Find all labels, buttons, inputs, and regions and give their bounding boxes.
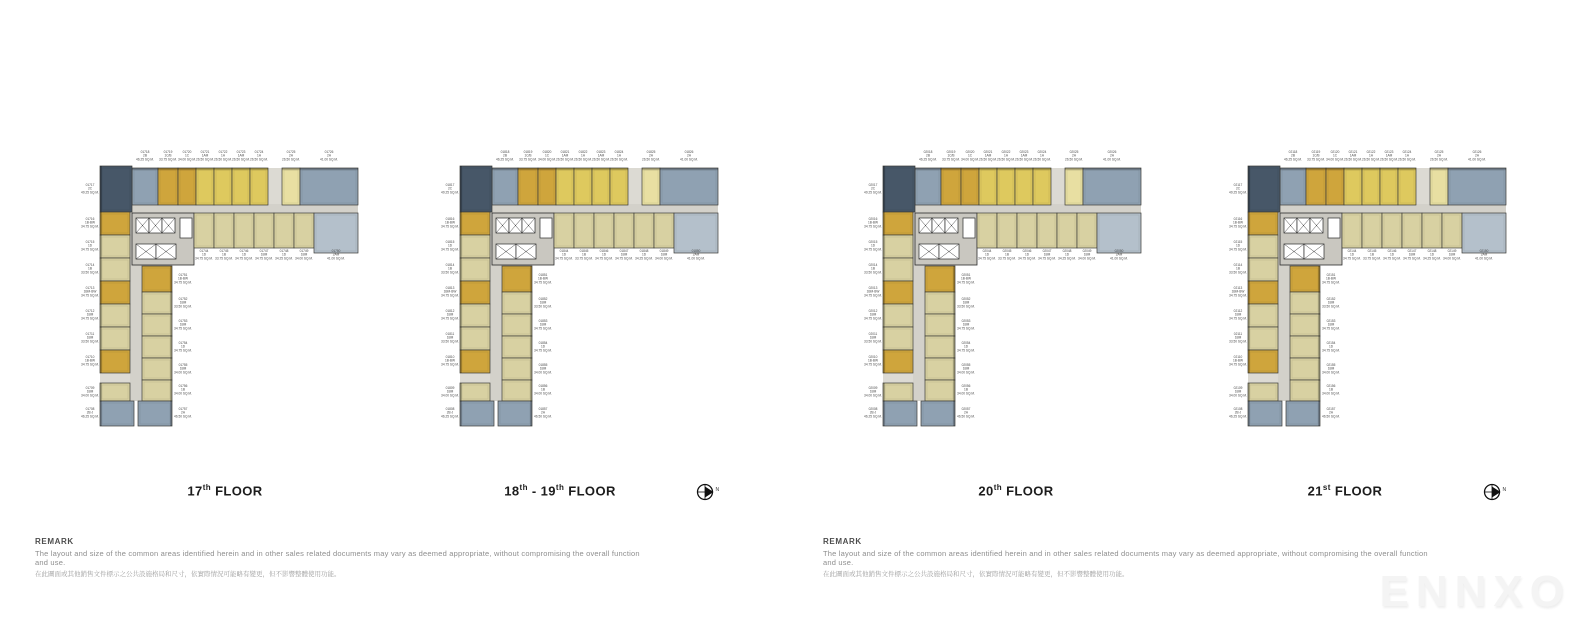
svg-text:021491BM34.00 SQ.M.: 02149 1BM 34.00 SQ.M. (1443, 249, 1461, 261)
svg-text:017471BM34.75 SQ.M.: 01747 1BM 34.75 SQ.M. (255, 249, 273, 261)
svg-text:018491BM34.00 SQ.M.: 01849 1BM 34.00 SQ.M. (655, 249, 673, 261)
floor-label-20 (978, 483, 1053, 498)
svg-text:018182B46.25 SQ.M.: 01818 2B 46.25 SQ.M. (496, 150, 514, 162)
floor-label-segment: FLOOR (1330, 483, 1383, 499)
svg-text:020241A26.50 SQ.M.: 02024 1A 26.50 SQ.M. (1033, 150, 1051, 162)
svg-text:021531BM34.75 SQ.M.: 02153 1BM 34.75 SQ.M. (1322, 319, 1340, 331)
svg-text:020151D34.75 SQ.M.: 02015 1D 34.75 SQ.M. (864, 240, 882, 252)
svg-text:020082B·J46.25 SQ.M.: 02008 2B·J 46.25 SQ.M. (864, 407, 882, 419)
floor-label-segment: st (1322, 483, 1331, 492)
svg-text:020191C/B33.75 SQ.M.: 02019 1C/B 33.75 SQ.M. (942, 150, 960, 162)
svg-text:020481D34.25 SQ.M.: 02048 1D 34.25 SQ.M. (1058, 249, 1076, 261)
floor-label-segment: 21 (1307, 483, 1323, 499)
svg-text:020491BM34.00 SQ.M.: 02049 1BM 34.00 SQ.M. (1078, 249, 1096, 261)
svg-text:021541D34.75 SQ.M.: 02154 1D 34.75 SQ.M. (1322, 341, 1340, 353)
svg-text:020221A26.50 SQ.M.: 02022 1A 26.50 SQ.M. (997, 150, 1015, 162)
svg-text:018551BM34.00 SQ.M.: 01855 1BM 34.00 SQ.M. (534, 363, 552, 375)
svg-text:021551BM34.00 SQ.M.: 02155 1BM 34.00 SQ.M. (1322, 363, 1340, 375)
svg-text:021121BM34.75 SQ.M.: 02112 1BM 34.75 SQ.M. (1229, 309, 1247, 321)
floor-label-18-19 (504, 483, 616, 498)
svg-text:017161B·BW34.75 SQ.M.: 01716 1B·BW 34.75 SQ.M. (81, 217, 99, 229)
floor-label-segment: - 19 (527, 483, 556, 499)
svg-text:020101B·BW34.75 SQ.M.: 02010 1B·BW 34.75 SQ.M. (864, 355, 882, 367)
svg-text:021262A41.00 SQ.M.: 02126 2A 41.00 SQ.M. (1468, 150, 1486, 162)
svg-text:021141B33.50 SQ.M.: 02114 1B 33.50 SQ.M. (1229, 263, 1247, 275)
svg-text:018441D34.75 SQ.M.: 01844 1D 34.75 SQ.M. (555, 249, 573, 261)
svg-text:020111BM33.50 SQ.M.: 02011 1BM 33.50 SQ.M. (864, 332, 882, 344)
svg-text:020471BM34.75 SQ.M.: 02047 1BM 34.75 SQ.M. (1038, 249, 1056, 261)
svg-text:018082B·J46.25 SQ.M.: 01808 2B·J 46.25 SQ.M. (441, 407, 459, 419)
svg-text:020131BM·BW34.75 SQ.M.: 02013 1BM·BW 34.75 SQ.M. (864, 286, 882, 298)
remark-title: REMARK (35, 537, 74, 546)
remark-text-zh: 在此圖面或其他銷售文件標示之公共設施格局和尺寸，依實際情況可能略有變更，但不影響整體使用功能。 (35, 571, 341, 578)
svg-text:018502AM41.00 SQ.M.: 01850 2AM 41.00 SQ.M. (687, 249, 705, 261)
svg-text:018161B·BW34.75 SQ.M.: 01816 1B·BW 34.75 SQ.M. (441, 217, 459, 229)
svg-text:021561B34.00 SQ.M.: 02156 1B 34.00 SQ.M. (1322, 384, 1340, 396)
svg-text:017131BM·BW34.75 SQ.M.: 01713 1BM·BW 34.75 SQ.M. (81, 286, 99, 298)
svg-text:017121BM34.75 SQ.M.: 01712 1BM 34.75 SQ.M. (81, 309, 99, 321)
svg-text:020551BM34.00 SQ.M.: 02055 1BM 34.00 SQ.M. (957, 363, 975, 375)
svg-text:017531BM34.75 SQ.M.: 01753 1BM 34.75 SQ.M. (174, 319, 192, 331)
svg-text:017101B·BW34.75 SQ.M.: 01710 1B·BW 34.75 SQ.M. (81, 355, 99, 367)
svg-text:018572A46.50 SQ.M.: 01857 2A 46.50 SQ.M. (534, 407, 552, 419)
svg-text:017151D34.75 SQ.M.: 01715 1D 34.75 SQ.M. (81, 240, 99, 252)
svg-text:018141B33.50 SQ.M.: 01814 1B 33.50 SQ.M. (441, 263, 459, 275)
remark-block (823, 537, 1433, 578)
svg-text:020182B46.25 SQ.M.: 02018 2B 46.25 SQ.M. (919, 150, 937, 162)
svg-text:018541D34.75 SQ.M.: 01854 1D 34.75 SQ.M. (534, 341, 552, 353)
remark-title: REMARK (823, 537, 862, 546)
svg-text:017141B33.50 SQ.M.: 01714 1B 33.50 SQ.M. (81, 263, 99, 275)
floor-label-segment: FLOOR (1002, 483, 1054, 499)
svg-text:017182B46.25 SQ.M.: 01718 2B 46.25 SQ.M. (136, 150, 154, 162)
svg-text:020441D34.75 SQ.M.: 02044 1D 34.75 SQ.M. (978, 249, 996, 261)
svg-text:020252A26.50 SQ.M.: 02025 2A 26.50 SQ.M. (1065, 150, 1083, 162)
svg-text:021131BM·BW34.75 SQ.M.: 02113 1BM·BW 34.75 SQ.M. (1229, 286, 1247, 298)
svg-text:018221A26.50 SQ.M.: 01822 1A 26.50 SQ.M. (574, 150, 592, 162)
floor-plan-17 (80, 148, 372, 428)
svg-text:017441D34.75 SQ.M.: 01744 1D 34.75 SQ.M. (195, 249, 213, 261)
svg-text:018091BM34.00 SQ.M.: 01809 1BM 34.00 SQ.M. (441, 386, 459, 398)
svg-text:020541D34.75 SQ.M.: 02054 1D 34.75 SQ.M. (957, 341, 975, 353)
remark-text-zh: 在此圖面或其他銷售文件標示之公共設施格局和尺寸，依實際情況可能略有變更，但不影響整體使用功能。 (823, 571, 1129, 578)
svg-text:021471BM34.75 SQ.M.: 02147 1BM 34.75 SQ.M. (1403, 249, 1421, 261)
svg-text:020511B·BW34.75 SQ.M.: 02051 1B·BW 34.75 SQ.M. (957, 273, 975, 285)
svg-text:018511B·BW34.75 SQ.M.: 01851 1B·BW 34.75 SQ.M. (534, 273, 552, 285)
svg-text:020211AM26.50 SQ.M.: 02021 1AM 26.50 SQ.M. (979, 150, 997, 162)
svg-text:018521BM33.50 SQ.M.: 01852 1BM 33.50 SQ.M. (534, 297, 552, 309)
svg-text:020121BM34.75 SQ.M.: 02012 1BM 34.75 SQ.M. (864, 309, 882, 321)
svg-text:021451B33.75 SQ.M.: 02145 1B 33.75 SQ.M. (1363, 249, 1381, 261)
svg-text:018211AM26.50 SQ.M.: 01821 1AM 26.50 SQ.M. (556, 150, 574, 162)
svg-text:018481D34.25 SQ.M.: 01848 1D 34.25 SQ.M. (635, 249, 653, 261)
svg-text:021221A26.50 SQ.M.: 02122 1A 26.50 SQ.M. (1362, 150, 1380, 162)
svg-text:021091BM34.00 SQ.M.: 02109 1BM 34.00 SQ.M. (1229, 386, 1247, 398)
svg-text:017252A26.50 SQ.M.: 01725 2A 26.50 SQ.M. (282, 150, 300, 162)
svg-text:021191C/B33.75 SQ.M.: 02119 1C/B 33.75 SQ.M. (1307, 150, 1325, 162)
svg-text:018101B·BW34.75 SQ.M.: 01810 1B·BW 34.75 SQ.M. (441, 355, 459, 367)
floor-plan-21 (1228, 148, 1520, 428)
svg-text:018241A26.50 SQ.M.: 01824 1A 26.50 SQ.M. (610, 150, 628, 162)
svg-text:017541D34.75 SQ.M.: 01754 1D 34.75 SQ.M. (174, 341, 192, 353)
svg-text:018531BM34.75 SQ.M.: 01853 1BM 34.75 SQ.M. (534, 319, 552, 331)
svg-text:017502AM41.00 SQ.M.: 01750 2AM 41.00 SQ.M. (327, 249, 345, 261)
svg-text:021231AM26.50 SQ.M.: 02123 1AM 26.50 SQ.M. (1380, 150, 1398, 162)
floor-label-segment: 20 (978, 483, 994, 499)
svg-text:017451B33.75 SQ.M.: 01745 1B 33.75 SQ.M. (215, 249, 233, 261)
svg-text:017111BM33.50 SQ.M.: 01711 1BM 33.50 SQ.M. (81, 332, 99, 344)
svg-text:020451B33.75 SQ.M.: 02045 1B 33.75 SQ.M. (998, 249, 1016, 261)
svg-text:017191C/B33.75 SQ.M.: 01719 1C/B 33.75 SQ.M. (159, 150, 177, 162)
remark-block (35, 537, 645, 578)
svg-text:020091BM34.00 SQ.M.: 02009 1BM 34.00 SQ.M. (864, 386, 882, 398)
svg-text:020561B34.00 SQ.M.: 02056 1B 34.00 SQ.M. (957, 384, 975, 396)
floor-label-segment: th (202, 483, 212, 492)
svg-text:020531BM34.75 SQ.M.: 02053 1BM 34.75 SQ.M. (957, 319, 975, 331)
svg-text:020201C34.00 SQ.M.: 02020 1C 34.00 SQ.M. (961, 150, 979, 162)
svg-text:021461D34.75 SQ.M.: 02146 1D 34.75 SQ.M. (1383, 249, 1401, 261)
svg-text:017511B·BW34.75 SQ.M.: 01751 1B·BW 34.75 SQ.M. (174, 273, 192, 285)
svg-text:018451B33.75 SQ.M.: 01845 1B 33.75 SQ.M. (575, 249, 593, 261)
floor-label-segment: th (519, 483, 528, 492)
svg-text:021481D34.25 SQ.M.: 02148 1D 34.25 SQ.M. (1423, 249, 1441, 261)
svg-text:018131BM·BW34.75 SQ.M.: 01813 1BM·BW 34.75 SQ.M. (441, 286, 459, 298)
svg-text:021241A26.50 SQ.M.: 02124 1A 26.50 SQ.M. (1398, 150, 1416, 162)
svg-text:021511B·BW34.75 SQ.M.: 02151 1B·BW 34.75 SQ.M. (1322, 273, 1340, 285)
svg-text:021101B·BW34.75 SQ.M.: 02110 1B·BW 34.75 SQ.M. (1229, 355, 1247, 367)
floor-label-segment: th (555, 483, 565, 492)
svg-text:017461D34.75 SQ.M.: 01746 1D 34.75 SQ.M. (235, 249, 253, 261)
watermark-ennxo: ENNXO (1379, 567, 1571, 616)
floor-label-17 (187, 483, 262, 498)
svg-text:018471BM34.75 SQ.M.: 01847 1BM 34.75 SQ.M. (615, 249, 633, 261)
svg-text:021502AM41.00 SQ.M.: 02150 2AM 41.00 SQ.M. (1475, 249, 1493, 261)
svg-text:020502AM41.00 SQ.M.: 02050 2AM 41.00 SQ.M. (1110, 249, 1128, 261)
svg-text:017521BM33.50 SQ.M.: 01752 1BM 33.50 SQ.M. (174, 297, 192, 309)
svg-text:020172C49.25 SQ.M.: 02017 2C 49.25 SQ.M. (864, 183, 882, 195)
svg-text:017551BM34.00 SQ.M.: 01755 1BM 34.00 SQ.M. (174, 363, 192, 375)
svg-text:017172C49.25 SQ.M.: 01717 2C 49.25 SQ.M. (81, 183, 99, 195)
floor-label-segment: 17 (187, 483, 203, 499)
svg-text:018191C/B33.75 SQ.M.: 01819 1C/B 33.75 SQ.M. (519, 150, 537, 162)
svg-text:021201C34.00 SQ.M.: 02120 1C 34.00 SQ.M. (1326, 150, 1344, 162)
svg-text:017241A26.50 SQ.M.: 01724 1A 26.50 SQ.M. (250, 150, 268, 162)
svg-text:017572A46.50 SQ.M.: 01757 2A 46.50 SQ.M. (174, 407, 192, 419)
svg-text:017561B34.00 SQ.M.: 01756 1B 34.00 SQ.M. (174, 384, 192, 396)
floor-label-segment: 18 (504, 483, 520, 499)
compass-label: N (715, 487, 720, 493)
svg-text:017481D34.25 SQ.M.: 01748 1D 34.25 SQ.M. (275, 249, 293, 261)
floor-label-segment: FLOOR (564, 483, 616, 499)
svg-text:017491BM34.00 SQ.M.: 01749 1BM 34.00 SQ.M. (295, 249, 313, 261)
svg-text:017262A41.00 SQ.M.: 01726 2A 41.00 SQ.M. (320, 150, 338, 162)
svg-text:021151D34.75 SQ.M.: 02115 1D 34.75 SQ.M. (1229, 240, 1247, 252)
north-arrow-icon (1482, 481, 1512, 503)
svg-text:017211AM26.50 SQ.M.: 01721 1AM 26.50 SQ.M. (196, 150, 214, 162)
svg-text:018201C34.00 SQ.M.: 01820 1C 34.00 SQ.M. (538, 150, 556, 162)
svg-text:021111BM33.50 SQ.M.: 02111 1BM 33.50 SQ.M. (1229, 332, 1247, 344)
svg-text:017201C34.00 SQ.M.: 01720 1C 34.00 SQ.M. (178, 150, 196, 162)
svg-text:021182B46.25 SQ.M.: 02118 2B 46.25 SQ.M. (1284, 150, 1302, 162)
svg-text:018121BM34.75 SQ.M.: 01812 1BM 34.75 SQ.M. (441, 309, 459, 321)
svg-text:020461D34.75 SQ.M.: 02046 1D 34.75 SQ.M. (1018, 249, 1036, 261)
svg-text:017082B·J46.25 SQ.M.: 01708 2B·J 46.25 SQ.M. (81, 407, 99, 419)
compass-label: N (1502, 487, 1507, 493)
floor-label-21 (1308, 483, 1383, 498)
svg-text:021252A26.50 SQ.M.: 02125 2A 26.50 SQ.M. (1430, 150, 1448, 162)
svg-text:018231AM26.50 SQ.M.: 01823 1AM 26.50 SQ.M. (592, 150, 610, 162)
svg-text:021211AM26.50 SQ.M.: 02121 1AM 26.50 SQ.M. (1344, 150, 1362, 162)
remark-text-en: The layout and size of the common areas identified herein and in other sales related documents may vary as deemed appropriate, without compromising the overall function and use. (823, 549, 1428, 567)
svg-text:017091BM34.00 SQ.M.: 01709 1BM 34.00 SQ.M. (81, 386, 99, 398)
svg-text:020161B·BW34.75 SQ.M.: 02016 1B·BW 34.75 SQ.M. (864, 217, 882, 229)
svg-text:018111BM33.50 SQ.M.: 01811 1BM 33.50 SQ.M. (441, 332, 459, 344)
svg-text:020141B33.50 SQ.M.: 02014 1B 33.50 SQ.M. (864, 263, 882, 275)
north-arrow-icon (695, 481, 725, 503)
svg-text:018172C49.25 SQ.M.: 01817 2C 49.25 SQ.M. (441, 183, 459, 195)
svg-text:021441D34.75 SQ.M.: 02144 1D 34.75 SQ.M. (1343, 249, 1361, 261)
svg-text:021172C49.25 SQ.M.: 02117 2C 49.25 SQ.M. (1229, 183, 1247, 195)
svg-text:018151D34.75 SQ.M.: 01815 1D 34.75 SQ.M. (441, 240, 459, 252)
svg-text:018252A26.50 SQ.M.: 01825 2A 26.50 SQ.M. (642, 150, 660, 162)
svg-text:021521BM33.50 SQ.M.: 02152 1BM 33.50 SQ.M. (1322, 297, 1340, 309)
floor-label-segment: FLOOR (211, 483, 263, 499)
svg-text:020572A46.50 SQ.M.: 02057 2A 46.50 SQ.M. (957, 407, 975, 419)
svg-text:021572A46.50 SQ.M.: 02157 2A 46.50 SQ.M. (1322, 407, 1340, 419)
svg-text:020231AM26.50 SQ.M.: 02023 1AM 26.50 SQ.M. (1015, 150, 1033, 162)
svg-text:018461D34.75 SQ.M.: 01846 1D 34.75 SQ.M. (595, 249, 613, 261)
svg-text:021161B·BW34.75 SQ.M.: 02116 1B·BW 34.75 SQ.M. (1229, 217, 1247, 229)
svg-text:020262A41.00 SQ.M.: 02026 2A 41.00 SQ.M. (1103, 150, 1121, 162)
svg-text:020521BM33.50 SQ.M.: 02052 1BM 33.50 SQ.M. (957, 297, 975, 309)
svg-text:018561B34.00 SQ.M.: 01856 1B 34.00 SQ.M. (534, 384, 552, 396)
svg-text:017231AM26.50 SQ.M.: 01723 1AM 26.50 SQ.M. (232, 150, 250, 162)
svg-text:021082B·J46.25 SQ.M.: 02108 2B·J 46.25 SQ.M. (1229, 407, 1247, 419)
floor-plan-20 (863, 148, 1155, 428)
svg-text:018262A41.00 SQ.M.: 01826 2A 41.00 SQ.M. (680, 150, 698, 162)
floor-label-segment: th (993, 483, 1003, 492)
svg-text:017221A26.50 SQ.M.: 01722 1A 26.50 SQ.M. (214, 150, 232, 162)
floor-plan-18-19 (440, 148, 732, 428)
remark-text-en: The layout and size of the common areas identified herein and in other sales related documents may vary as deemed appropriate, without compromising the overall function and use. (35, 549, 640, 567)
